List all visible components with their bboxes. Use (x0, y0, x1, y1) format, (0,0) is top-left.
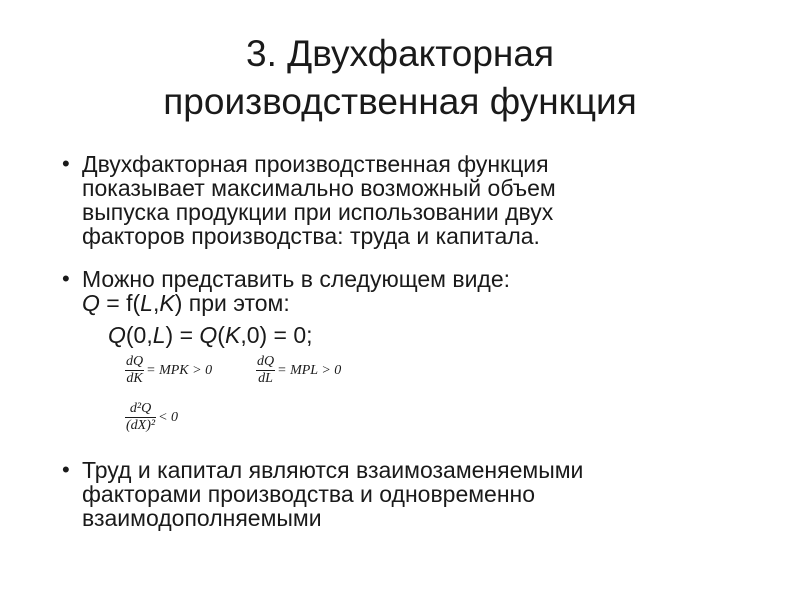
mpk-relation: = MPK > 0 (146, 362, 213, 378)
bullet-text (82, 458, 742, 530)
mpl-numerator: dQ (257, 354, 275, 369)
mpl-fraction (256, 354, 275, 387)
mpk-fraction (125, 354, 144, 387)
second-derivative-denominator: (dX)² (126, 418, 156, 433)
bullet-text (82, 152, 742, 248)
formula-l: L (140, 290, 153, 316)
second-derivative-numerator: d²Q (125, 401, 156, 418)
mpl-equation (256, 354, 341, 387)
bullet-marker: • (62, 151, 70, 176)
slide-title (0, 30, 800, 126)
bullet-line: факторами производства и одновременно (82, 481, 536, 507)
bullet-line: факторов производства: труда и капитала. (82, 223, 540, 249)
title-line-1: 3. Двухфакторная (246, 33, 554, 74)
cond-p1: (0, (125, 322, 153, 348)
bullet-line: Двухфакторная производственная функция (82, 151, 549, 177)
formula-k: K (159, 290, 175, 316)
mpl-relation: = MPL > 0 (277, 362, 342, 378)
formula-tail: ) при этом: (174, 290, 290, 316)
bullet-marker: • (62, 457, 70, 482)
formula-eq: = f( (99, 290, 141, 316)
bullet-marker: • (62, 266, 70, 291)
bullet-line: Можно представить в следующем виде: (82, 266, 511, 292)
bullet-text (82, 267, 742, 315)
cond-p2: ) = (165, 322, 200, 348)
production-function-formula (82, 291, 742, 315)
mpl-denominator: dL (258, 371, 273, 386)
bullet-line: взаимодополняемыми (82, 505, 322, 531)
mpk-equation (125, 354, 212, 387)
bullet-line: показывает максимально возможный объем (82, 175, 556, 201)
bullet-line: Труд и капитал являются взаимозаменяемыми (82, 457, 584, 483)
cond-p4: ,0) = 0; (240, 322, 313, 348)
second-derivative-relation: < 0 (158, 409, 179, 425)
second-derivative-inequality (125, 401, 178, 434)
cond-k: K (224, 322, 241, 348)
cond-p3: ( (217, 322, 225, 348)
boundary-condition (108, 323, 313, 347)
cond-l: L (152, 322, 166, 348)
cond-q2: Q (199, 322, 218, 348)
second-derivative-fraction (125, 401, 156, 434)
mpk-denominator: dK (126, 371, 143, 386)
bullet-line: выпуска продукции при использовании двух (82, 199, 554, 225)
formula-comma: , (152, 290, 160, 316)
mpk-numerator: dQ (126, 354, 144, 369)
title-line-2: производственная функция (163, 81, 637, 122)
formula-q: Q (82, 290, 100, 316)
cond-q1: Q (108, 322, 126, 348)
